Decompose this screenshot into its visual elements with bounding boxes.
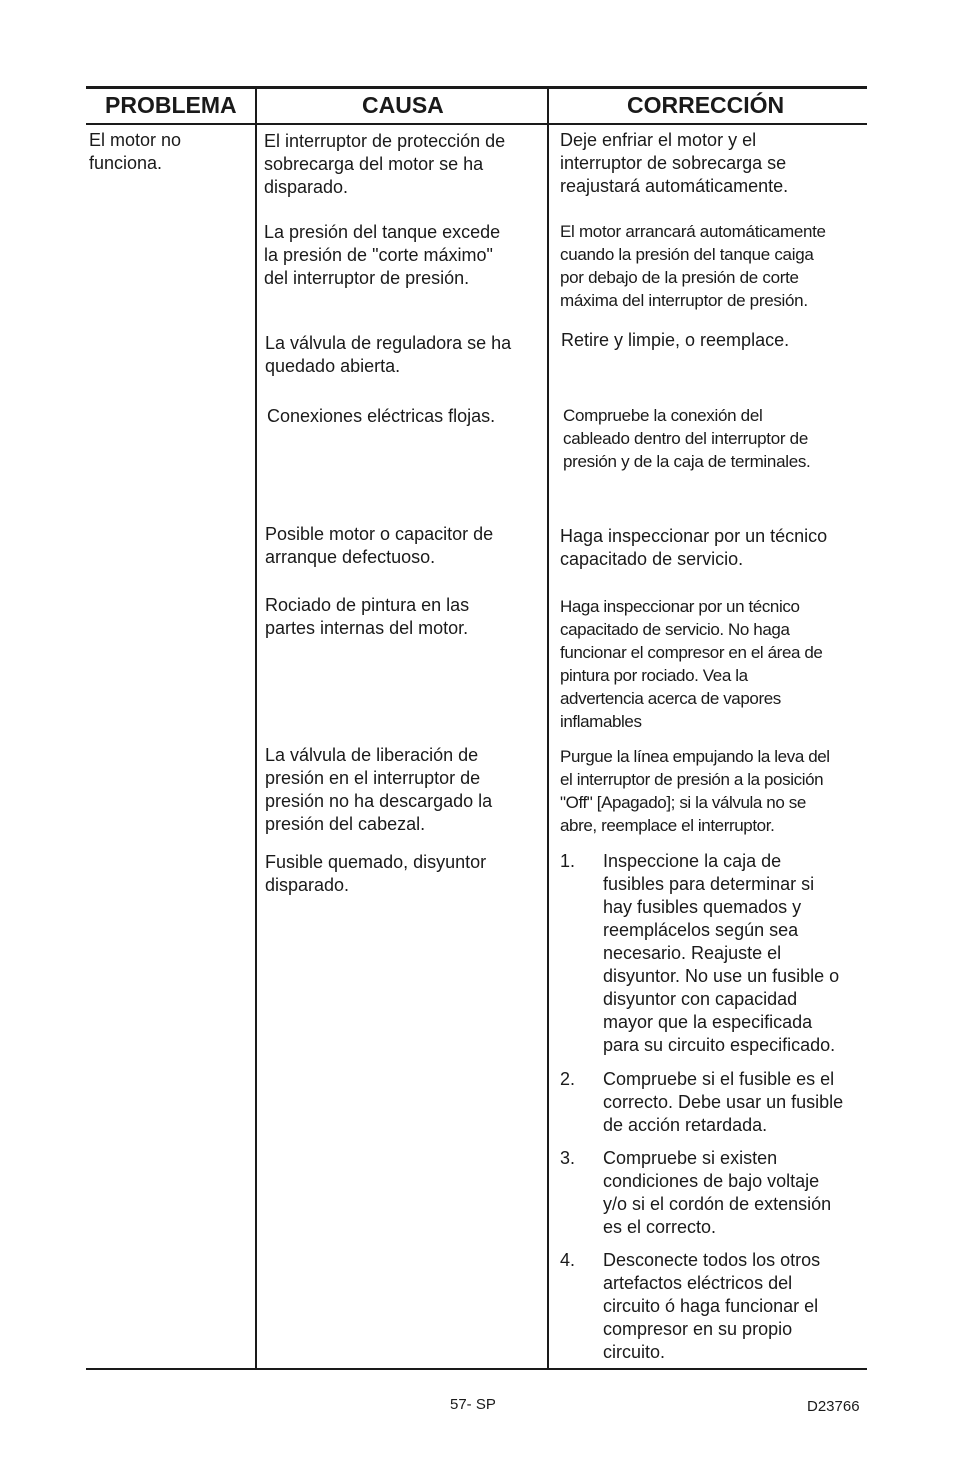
- problem-text: El motor no funciona.: [89, 130, 182, 173]
- column-divider-2: [547, 88, 549, 1370]
- correction-3: Retire y limpie, o reemplace.: [561, 330, 790, 350]
- correction-5: Haga inspeccionar por un técnico capacitado de servicio.: [560, 526, 828, 569]
- correction-list-item: [560, 1249, 866, 1365]
- list-text: Desconecte todos los otros artefactos eléctricos del circuito ó haga funcionar el compresor en su propio circuito.: [603, 1250, 821, 1362]
- column-divider-1: [255, 88, 257, 1370]
- list-number: 3.: [560, 1148, 576, 1168]
- header-correction: CORRECCIÓN: [627, 92, 785, 118]
- list-number: 1.: [560, 851, 576, 871]
- list-text: Inspeccione la caja de fusibles para determinar si hay fusibles quemados y reemplácelos según sea necesario. Reajuste el disyuntor. No use un fusible o disyuntor con capacidad mayor que la especificada para su circuito especificado.: [603, 851, 840, 1055]
- table-bottom-rule: [86, 1368, 867, 1370]
- page-number: 57- SP: [450, 1396, 496, 1413]
- list-number: 4.: [560, 1250, 576, 1270]
- cause-1: El interruptor de protección de sobrecarga del motor se ha disparado.: [264, 131, 506, 197]
- cause-7: La válvula de liberación de presión en el interruptor de presión no ha descargado la presión del cabezal.: [265, 745, 493, 834]
- list-text: Compruebe si el fusible es el correcto. Debe usar un fusible de acción retardada.: [603, 1069, 844, 1135]
- cause-5: Posible motor o capacitor de arranque defectuoso.: [265, 524, 494, 567]
- list-number: 2.: [560, 1069, 576, 1089]
- correction-7: Purgue la línea empujando la leva del el interruptor de presión a la posición "Off" [Apagado]; si la válvula no se abre, reemplace el interruptor.: [560, 747, 830, 835]
- cause-2: La presión del tanque excede la presión de "corte máximo" del interruptor de presión.: [264, 222, 501, 288]
- document-code: D23766: [807, 1398, 860, 1415]
- cause-6: Rociado de pintura en las partes internas del motor.: [265, 595, 470, 638]
- cause-4: Conexiones eléctricas flojas.: [267, 406, 496, 426]
- table-top-rule: [86, 86, 867, 89]
- header-cause: CAUSA: [362, 92, 444, 118]
- cause-8: Fusible quemado, disyuntor disparado.: [265, 852, 487, 895]
- header-bottom-rule: [86, 123, 867, 125]
- correction-6: Haga inspeccionar por un técnico capacitado de servicio. No haga funcionar el compresor en el área de pintura por rociado. Vea la advertencia acerca de vapores inflamables: [560, 597, 823, 731]
- correction-1: Deje enfriar el motor y el interruptor de sobrecarga se reajustará automáticamente.: [560, 130, 789, 196]
- correction-list-item: [560, 1068, 866, 1138]
- correction-4: Compruebe la conexión del cableado dentro del interruptor de presión y de la caja de terminales.: [563, 406, 811, 471]
- cause-3: La válvula de reguladora se ha quedado abierta.: [265, 333, 512, 376]
- correction-list-item: [560, 1147, 866, 1242]
- correction-2: El motor arrancará automáticamente cuando la presión del tanque caiga por debajo de la presión de corte máxima del interruptor de presión.: [560, 222, 826, 310]
- correction-list-item: [560, 850, 866, 1060]
- header-problem: PROBLEMA: [105, 92, 237, 118]
- list-text: Compruebe si existen condiciones de bajo voltaje y/o si el cordón de extensión es el correcto.: [603, 1148, 832, 1237]
